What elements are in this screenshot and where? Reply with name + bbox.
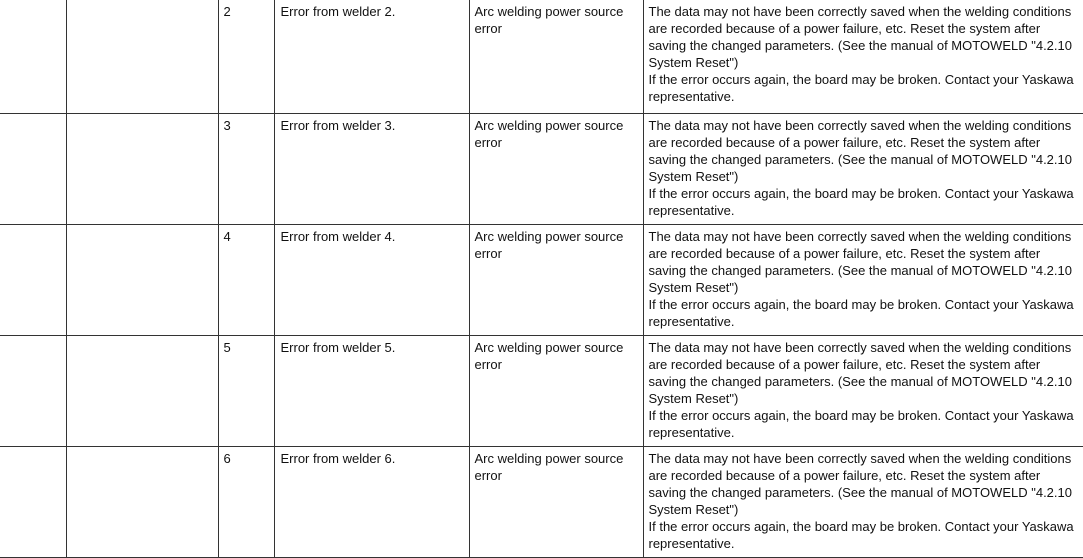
blank-cell	[66, 114, 218, 225]
blank-cell	[0, 447, 66, 558]
remedy-cell	[643, 225, 1083, 336]
remedy-contact-text: If the error occurs again, the board may be broken. Contact your Yaskawa representative.	[648, 72, 1074, 104]
remedy-text: The data may not have been correctly saved when the welding conditions are recorded because of a power failure, etc. Reset the system after saving the changed parameters. (See the manual of MOTOWELD "4.2.10 System Reset")	[648, 4, 1072, 70]
blank-cell	[66, 225, 218, 336]
cause-cell: Arc welding power source error	[469, 447, 643, 558]
blank-cell	[0, 0, 66, 114]
sub-code-cell: 2	[218, 0, 274, 114]
table-row	[0, 114, 1083, 225]
remedy-text: The data may not have been correctly saved when the welding conditions are recorded because of a power failure, etc. Reset the system after saving the changed parameters. (See the manual of MOTOWELD "4.2.10 System Reset")	[648, 451, 1072, 517]
remedy-text: The data may not have been correctly saved when the welding conditions are recorded because of a power failure, etc. Reset the system after saving the changed parameters. (See the manual of MOTOWELD "4.2.10 System Reset")	[648, 118, 1072, 184]
remedy-contact-text: If the error occurs again, the board may be broken. Contact your Yaskawa representative.	[648, 408, 1074, 440]
table-row	[0, 0, 1083, 114]
remedy-text: The data may not have been correctly saved when the welding conditions are recorded because of a power failure, etc. Reset the system after saving the changed parameters. (See the manual of MOTOWELD "4.2.10 System Reset")	[648, 340, 1072, 406]
blank-cell	[66, 0, 218, 114]
sub-code-cell: 4	[218, 225, 274, 336]
remedy-cell	[643, 447, 1083, 558]
blank-cell	[0, 336, 66, 447]
remedy-cell	[643, 114, 1083, 225]
blank-cell	[0, 114, 66, 225]
message-cell: Error from welder 2.	[274, 0, 469, 114]
cause-cell: Arc welding power source error	[469, 114, 643, 225]
message-cell: Error from welder 4.	[274, 225, 469, 336]
remedy-text: The data may not have been correctly saved when the welding conditions are recorded because of a power failure, etc. Reset the system after saving the changed parameters. (See the manual of MOTOWELD "4.2.10 System Reset")	[648, 229, 1072, 295]
cause-cell: Arc welding power source error	[469, 225, 643, 336]
remedy-cell	[643, 336, 1083, 447]
sub-code-cell: 6	[218, 447, 274, 558]
sub-code-cell: 3	[218, 114, 274, 225]
remedy-contact-text: If the error occurs again, the board may be broken. Contact your Yaskawa representative.	[648, 186, 1074, 218]
sub-code-cell: 5	[218, 336, 274, 447]
blank-cell	[66, 447, 218, 558]
table-row	[0, 447, 1083, 558]
message-cell: Error from welder 3.	[274, 114, 469, 225]
cause-cell: Arc welding power source error	[469, 0, 643, 114]
blank-cell	[0, 225, 66, 336]
remedy-contact-text: If the error occurs again, the board may be broken. Contact your Yaskawa representative.	[648, 519, 1074, 551]
remedy-contact-text: If the error occurs again, the board may be broken. Contact your Yaskawa representative.	[648, 297, 1074, 329]
table-row	[0, 336, 1083, 447]
message-cell: Error from welder 5.	[274, 336, 469, 447]
blank-cell	[66, 336, 218, 447]
table-row	[0, 225, 1083, 336]
message-cell: Error from welder 6.	[274, 447, 469, 558]
remedy-cell	[643, 0, 1083, 114]
cause-cell: Arc welding power source error	[469, 336, 643, 447]
